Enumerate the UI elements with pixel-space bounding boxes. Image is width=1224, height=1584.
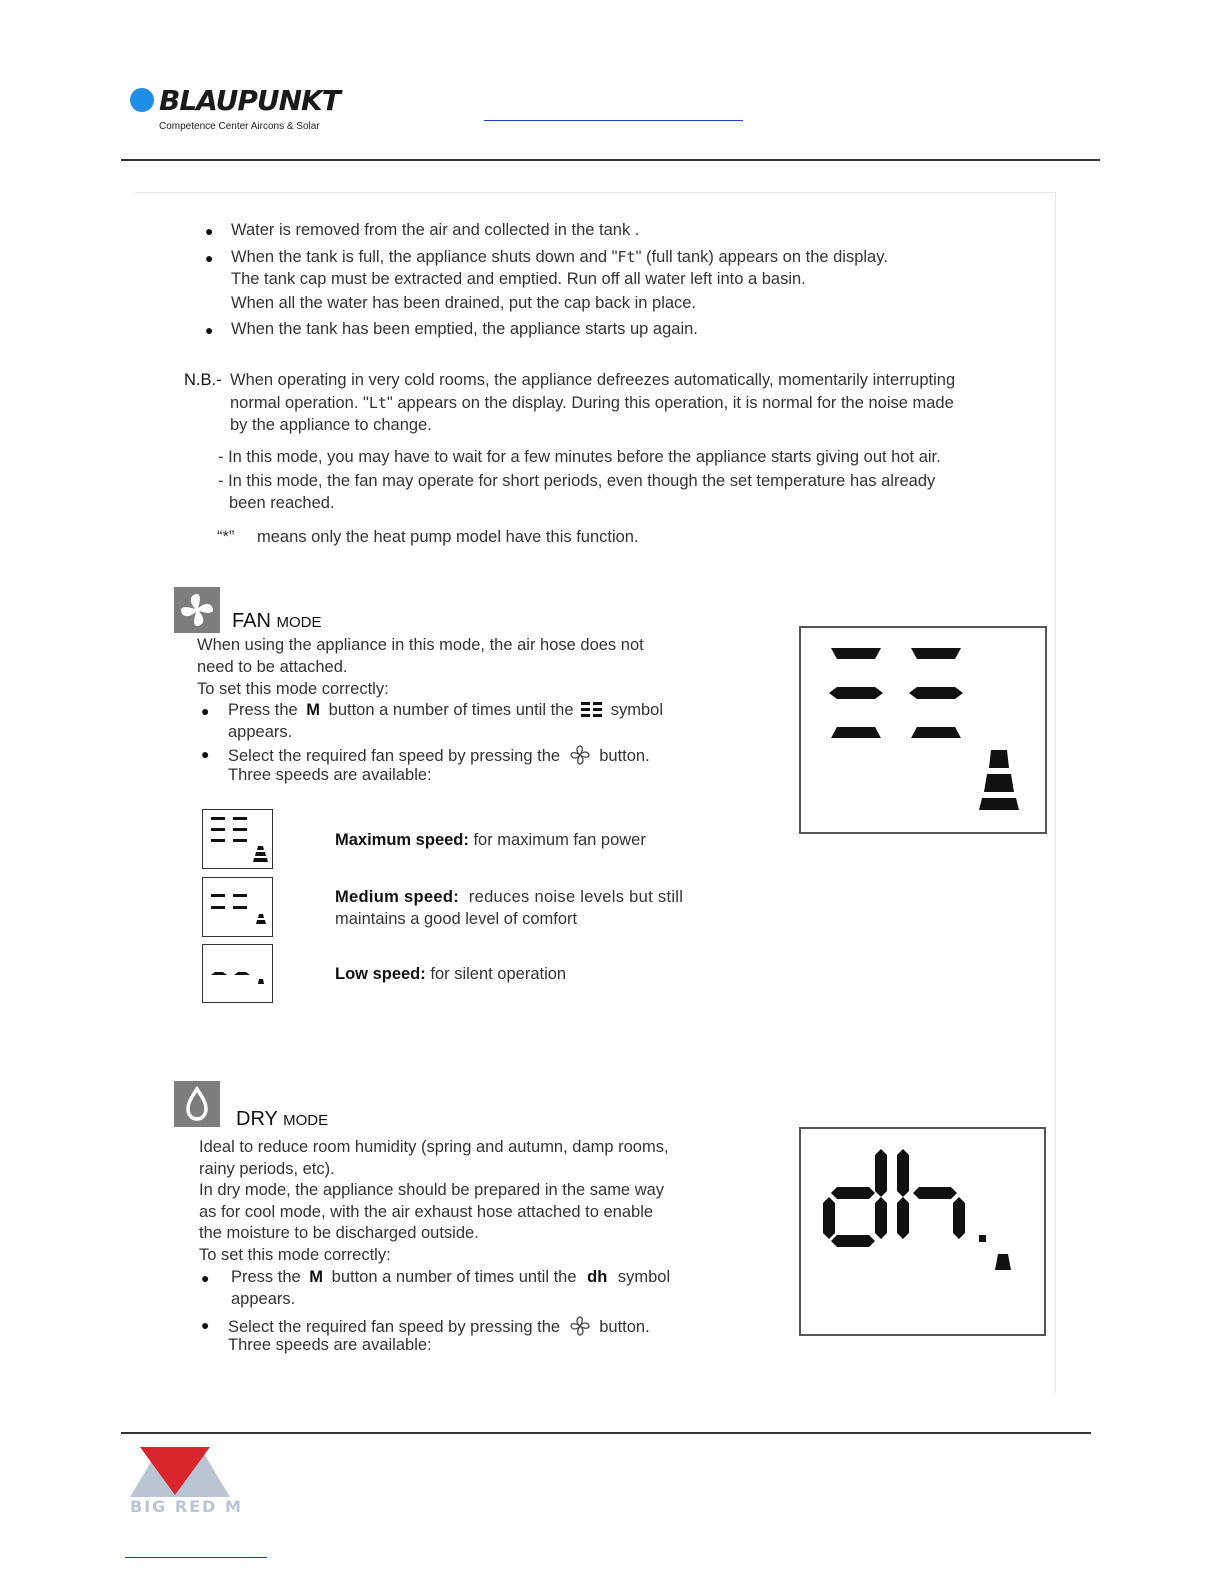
logo-tagline: Competence Center Aircons & Solar [159,121,320,132]
dry-p6: To set this mode correctly: [199,1246,391,1264]
asterisk-mark: “*” [217,528,235,546]
nb-label: N.B.- [184,371,222,389]
ft-display-code: Ft [617,248,636,266]
max-speed-text: Maximum speed: for maximum fan power [335,831,646,849]
dry-mode-title: DRY MODE [236,1108,329,1130]
dry-lcd-display [799,1127,1046,1336]
nb-line-2: normal operation. "Lt" appears on the display. During this operation, it is normal for the noise made [230,394,954,412]
dry-p3: In dry mode, the appliance should be prepared in the same way [199,1181,665,1199]
dry-bullet-2: Select the required fan speed by pressing the button. [228,1315,650,1337]
tank-bullet-2-line3: When all the water has been drained, put the cap back in place. [231,294,697,312]
header-divider [121,159,1100,161]
fan-mode-icon [174,587,220,633]
medium-speed-icon [202,877,273,937]
dry-bullet-2-cont: Three speeds are available: [228,1336,432,1354]
tank-bullet-3: When the tank has been emptied, the appliance starts up again. [231,320,698,338]
nb-dash-2: - In this mode, the fan may operate for short periods, even though the set temperature has already [218,472,936,490]
header-link[interactable] [484,120,743,121]
bullet-dot: ● [205,322,214,338]
bullet-dot: ● [201,1317,210,1333]
nb-dash-2-cont: been reached. [229,494,335,512]
tank-bullet-2: When the tank is full, the appliance shuts down and "Ft" (full tank) appears on the display. [231,248,888,266]
dry-p1: Ideal to reduce room humidity (spring and autumn, damp rooms, [199,1138,669,1156]
footer-link[interactable] [125,1557,267,1558]
low-speed-icon [202,944,273,1003]
asterisk-note: means only the heat pump model have this function. [257,528,639,546]
big-red-m-text: BIG RED M [130,1497,243,1516]
dry-p4: as for cool mode, with the air exhaust hose attached to enable [199,1203,654,1221]
fan-symbol-icon [580,701,604,717]
fan-speed-button-icon [569,744,591,766]
lt-display-code: Lt [368,394,387,412]
footer-divider [121,1432,1091,1434]
dry-mode-icon [174,1081,220,1127]
medium-speed-text-2: maintains a good level of comfort [335,910,578,928]
fan-bullet-2: Select the required fan speed by pressing the button. [228,744,650,766]
fan-p3: To set this mode correctly: [197,680,389,698]
fan-p1: When using the appliance in this mode, the air hose does not [197,636,644,654]
tank-bullet-1: Water is removed from the air and collected in the tank . [231,221,640,239]
dh-symbol: dh [587,1268,608,1286]
blaupunkt-logo-dot [130,88,154,112]
nb-line-1: When operating in very cold rooms, the appliance defreezes automatically, momentarily interrupting [230,371,956,389]
blaupunkt-logo: BLAUPUNKT [159,84,340,117]
max-speed-icon [202,809,273,869]
medium-speed-text: Medium speed: reduces noise levels but still [335,888,684,906]
low-speed-text: Low speed: for silent operation [335,965,567,983]
bullet-dot: ● [201,703,210,719]
fan-bullet-1: Press the M button a number of times until the symbol [228,701,663,719]
fan-speed-button-icon [569,1315,591,1337]
fan-p2: need to be attached. [197,658,348,676]
fan-lcd-display [799,626,1047,834]
bullet-dot: ● [201,1270,210,1286]
big-red-m-logo [130,1445,230,1502]
dry-p2: rainy periods, etc). [199,1160,335,1178]
dry-lcd-dh-glyph [801,1129,1044,1334]
dry-bullet-1: Press the M button a number of times until the dh symbol [231,1268,671,1286]
bullet-dot: ● [201,746,210,762]
fan-bullet-1-cont: appears. [228,723,293,741]
fan-mode-title: FAN MODE [232,610,322,632]
nb-dash-1: - In this mode, you may have to wait for a few minutes before the appliance starts giving out hot air. [218,448,941,466]
nb-line-3: by the appliance to change. [230,416,432,434]
tank-bullet-2-line2: The tank cap must be extracted and emptied. Run off all water left into a basin. [231,270,806,288]
bullet-dot: ● [205,223,214,239]
dry-bullet-1-cont: appears. [231,1290,296,1308]
bullet-dot: ● [205,250,214,266]
fan-bullet-2-cont: Three speeds are available: [228,766,432,784]
dry-p5: the moisture to be discharged outside. [199,1224,479,1242]
